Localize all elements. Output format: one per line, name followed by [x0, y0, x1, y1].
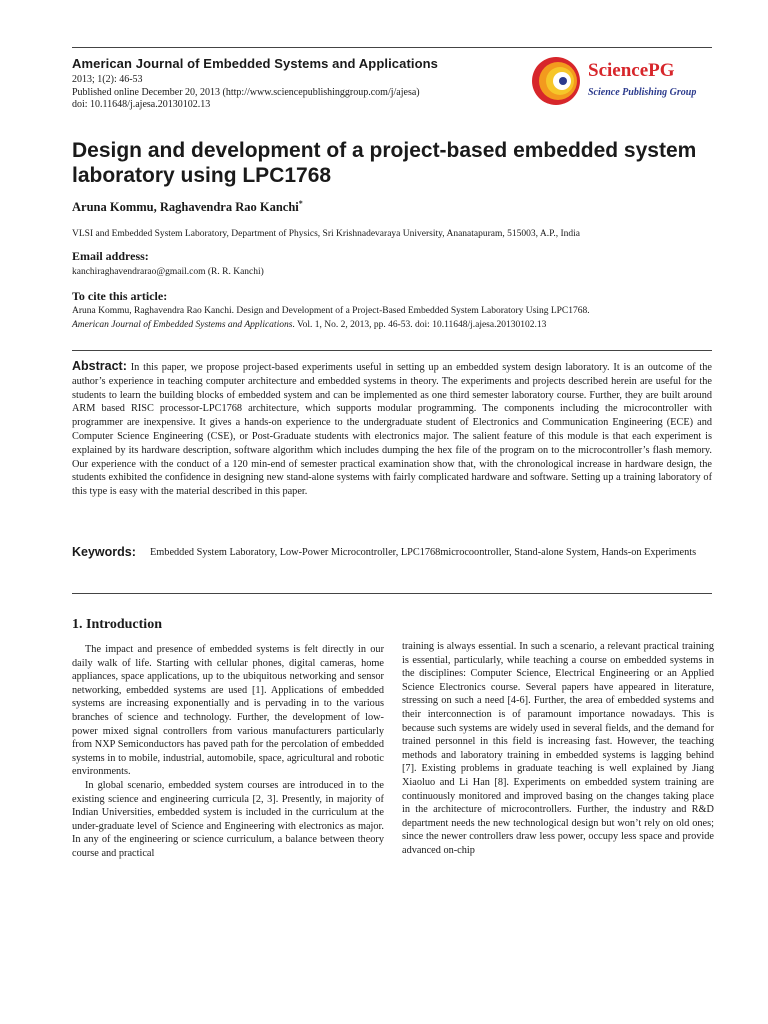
cite-heading: To cite this article: — [72, 289, 168, 303]
logo-name: SciencePG — [588, 60, 675, 81]
journal-title: American Journal of Embedded Systems and Applications — [72, 56, 439, 71]
author-mark: * — [298, 199, 303, 208]
logo-subtitle: Science Publishing Group — [588, 87, 697, 98]
keywords-bottom-rule — [72, 593, 712, 594]
abstract-top-rule — [72, 350, 712, 351]
citation-details: . Vol. 1, No. 2, 2013, pp. 46-53. doi: 10.11648/j.ajesa.20130102.13 — [292, 320, 547, 330]
email-address: kanchiraghavendrarao@gmail.com (R. R. Kanchi) — [72, 267, 264, 277]
email-heading: Email address: — [72, 249, 149, 263]
logo-dot — [559, 77, 567, 85]
doi-info: doi: 10.11648/j.ajesa.20130102.13 — [72, 99, 211, 110]
citation-journal: American Journal of Embedded Systems and Applications — [72, 320, 293, 330]
issue-info: 2013; 1(2): 46-53 — [72, 74, 143, 85]
paper-title: Design and development of a project-based embedded system laboratory using LPC1768 — [72, 139, 697, 187]
keywords-label: Keywords: — [72, 545, 136, 559]
intro-paragraph-2: In global scenario, embedded system courses are introduced in to the existing science and engineering curricula [2, 3]. Presently, in majority of Indian Universities, embedded system is included in the curriculum at the under-graduate level of Science and Engineering with electronics as major. In any of the engineering or science curriculum, a balance between theory course and practical — [72, 779, 384, 859]
intro-right-column — [402, 640, 714, 858]
introduction-heading: 1. Introduction — [72, 617, 162, 632]
intro-paragraph-3: training is always essential. In such a scenario, a relevant practical training is essential, particularly, while teaching a course on embedded systems in the disciplines: Computer Science, Electrical Engineering or an Applied Science Electronics course. Several papers have appeared in literature, stressing on such a need [4-6]. Further, the area of embedded systems and their interconnection is of paramount importance nowadays. This is because such systems are widely used in several fields, and the demand for trained personnel in this field is increasing fast. However, the teaching methods and laboratory training in embedded systems is lagging behind [7]. Existing problems in graduate teaching is well explained by Jiang Xiaoluo and Li Han [8]. Experiments on embedded system training are continuously monitored and improved basing on the changes taking place in the architecture of microcontrollers. Further, the industry and R&D department needs the new technological design but won’t rely on old ones; since the newer controllers draw less power, occupy less space and provide advanced on-chip — [402, 641, 714, 856]
citation-line-2 — [72, 320, 546, 330]
published-info: Published online December 20, 2013 (http://www.sciencepublishinggroup.com/j/ajesa) — [72, 87, 420, 98]
keywords-text: Embedded System Laboratory, Low-Power Microcontroller, LPC1768microcoontroller, Stand-alone System, Hands-on Experiments — [150, 547, 697, 558]
abstract-label: Abstract: — [72, 359, 127, 373]
abstract-text: In this paper, we propose project-based experiments useful in setting up an embedded system design laboratory. It is an outcome of the author’s experience in teaching computer architecture and embedded systems in theory. The experiments and projects described herein are useful for the students to learn the building blocks of embedded system and can be implemented as one third semester laboratory course. Further, they are built around ARM based RISC processor-LPC1768 architecture, which supports modular programming. The components including the microcontroller with programmer are inexpensive. It gives a hands-on experience to the undergraduate student of Electronics and Communication Engineering (ECE) and Computer Science Engineering (CSE), or Post-Graduate students with electronics major. The salient feature of this module is that each experiment is explained by its hardware description, software algorithm which includes dumping the hex file of the program on to the microcontroller’s flash memory. Our experience with the conduct of a 120 min-end of semester practical examination show that, with the chronological increase in hardware design, the students exhibited the confidence in designing new stand-alone systems with fairly complicated hardware and software. Setting up a training laboratory of this type is easy with the material described in this paper. — [72, 362, 712, 498]
authors — [72, 199, 303, 215]
header-rule — [72, 47, 712, 48]
intro-paragraph-1: The impact and presence of embedded systems is felt directly in our daily walk of life. Starting with cellular phones, digital cameras, home appliances, space applications, up to the ubiquitous networking and sensor networking, embedded systems are used [1]. Applications of embedded systems are increasing exponentially and is pervading in to the various branches of science and technology. Further, the development of low-power mixed signal controllers from various manufacturers particularly from NXP Semiconductors has paved path for the percolation of embedded systems in to mobile, industrial, automobile, space, agricultural and robotic environments. — [72, 644, 384, 778]
citation-line-1: Aruna Kommu, Raghavendra Rao Kanchi. Design and Development of a Project-Based Embedded System Laboratory Using LPC1768. — [72, 306, 590, 316]
intro-left-column — [72, 643, 384, 861]
affiliation: VLSI and Embedded System Laboratory, Department of Physics, Sri Krishnadevaraya University, Ananatapuram, 515003, A.P., India — [72, 229, 580, 239]
author-names: Aruna Kommu, Raghavendra Rao Kanchi — [72, 200, 299, 215]
abstract — [72, 360, 712, 499]
